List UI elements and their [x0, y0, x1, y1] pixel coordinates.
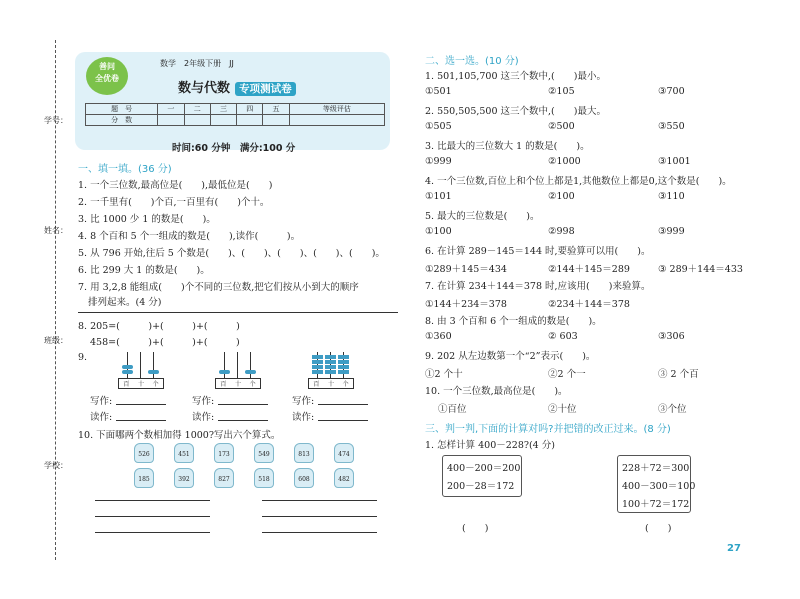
test-tag: 专项测试卷	[235, 82, 296, 96]
number-bag: 608	[294, 468, 314, 488]
answer-line[interactable]	[95, 516, 210, 517]
calc-line: 200－28＝172	[447, 481, 515, 492]
school-label: 学校：	[44, 461, 68, 470]
answer-line[interactable]	[78, 312, 398, 313]
judge-answer-a[interactable]: ( )	[462, 523, 489, 534]
option[interactable]: ①2 个十	[425, 369, 463, 380]
calc-line: 228＋72＝300	[622, 463, 690, 474]
write-label: 写作:	[90, 396, 113, 407]
question-1-4: 4. 8 个百和 5 个一组成的数是( ),读作( )。	[78, 231, 301, 242]
calc-line: 100＋72＝172	[622, 499, 690, 510]
option[interactable]: ②234＋144＝378	[548, 299, 630, 310]
section-2-title: 二、选一选。(10 分)	[425, 56, 519, 67]
number-bag: 813	[294, 443, 314, 463]
option[interactable]: ③1001	[658, 156, 691, 167]
option[interactable]: ①501	[425, 86, 452, 97]
abacus: 百 十 个	[305, 352, 355, 390]
question-1-8a: 8. 205=( )+( )+( )	[78, 321, 240, 332]
read-label: 读作:	[192, 412, 215, 423]
question-1-6: 6. 比 299 大 1 的数是( )。	[78, 265, 210, 276]
option[interactable]: ②十位	[548, 404, 577, 415]
write-line[interactable]	[116, 404, 166, 405]
read-line[interactable]	[218, 420, 268, 421]
option[interactable]: ②2 个一	[548, 369, 586, 380]
page-title: 数与代数	[178, 81, 231, 96]
choice-question: 9. 202 从左边数第一个“2”表示( )。	[425, 351, 596, 362]
section-3-title: 三、判一判,下面的计算对吗?并把错的改正过来。(8 分)	[425, 424, 671, 435]
name-label: 姓名：	[44, 226, 68, 235]
score-cell[interactable]	[237, 115, 263, 126]
option[interactable]: ①999	[425, 156, 452, 167]
score-header: 五	[263, 104, 289, 115]
time-line: 时间:60 分钟 满分:100 分	[172, 143, 296, 154]
write-label: 写作:	[192, 396, 215, 407]
read-line[interactable]	[116, 420, 166, 421]
number-bag: 451	[174, 443, 194, 463]
write-line[interactable]	[218, 404, 268, 405]
score-cell[interactable]	[184, 115, 210, 126]
answer-line[interactable]	[262, 516, 377, 517]
question-1-7-cont: 排列起来。(4 分)	[88, 297, 162, 308]
page-number: 27	[727, 543, 741, 554]
subject-line: 数学 2年级下册 JJ	[160, 59, 234, 68]
brand-logo: 善问 全优卷	[86, 57, 128, 95]
choice-question: 4. 一个三位数,百位上和个位上都是1,其他数位上都是0,这个数是( )。	[425, 176, 732, 187]
score-cell[interactable]	[158, 115, 184, 126]
abacus: 百 十 个	[115, 352, 165, 390]
calc-box-a	[442, 455, 522, 497]
score-cell[interactable]	[263, 115, 289, 126]
option[interactable]: ③306	[658, 331, 685, 342]
write-line[interactable]	[318, 404, 368, 405]
score-header: 四	[237, 104, 263, 115]
option[interactable]: ③999	[658, 226, 685, 237]
option[interactable]: ③ 2 个百	[658, 369, 699, 380]
seat-label: 学号：	[44, 116, 68, 125]
option[interactable]: ①100	[425, 226, 452, 237]
write-label: 写作:	[292, 396, 315, 407]
number-bag: 392	[174, 468, 194, 488]
number-bag: 518	[254, 468, 274, 488]
answer-line[interactable]	[95, 500, 210, 501]
option[interactable]: ①144＋234＝378	[425, 299, 507, 310]
section-1-title: 一、填一填。(36 分)	[78, 164, 172, 175]
read-line[interactable]	[318, 420, 368, 421]
option[interactable]: ①百位	[438, 404, 467, 415]
option[interactable]: ③700	[658, 86, 685, 97]
option[interactable]: ③110	[658, 191, 685, 202]
answer-line[interactable]	[262, 532, 377, 533]
question-1-3: 3. 比 1000 少 1 的数是( )。	[78, 214, 216, 225]
choice-question: 6. 在计算 289－145＝144 时,要验算可以用( )。	[425, 246, 651, 257]
question-1-8b: 458=( )+( )+( )	[90, 337, 240, 348]
score-header: 题 号	[86, 104, 158, 115]
score-cell[interactable]	[210, 115, 236, 126]
answer-line[interactable]	[95, 532, 210, 533]
class-label: 班级：	[44, 336, 68, 345]
question-1-5: 5. 从 796 开始,往后 5 个数是( )、( )、( )、( )、( )。	[78, 248, 385, 259]
score-table	[85, 103, 385, 126]
abacus: 百 十 个	[212, 352, 262, 390]
option[interactable]: ①101	[425, 191, 452, 202]
number-bag: 526	[134, 443, 154, 463]
title-row	[178, 77, 296, 96]
number-bag: 474	[334, 443, 354, 463]
choice-question: 8. 由 3 个百和 6 个一组成的数是( )。	[425, 316, 602, 327]
option[interactable]: ②1000	[548, 156, 581, 167]
number-bag: 549	[254, 443, 274, 463]
option[interactable]: ①289＋145＝434	[425, 264, 507, 275]
option[interactable]: ③550	[658, 121, 685, 132]
question-1-2: 2. 一千里有( )个百,一百里有( )个十。	[78, 197, 270, 208]
answer-line[interactable]	[262, 500, 377, 501]
judge-question-1: 1. 怎样计算 400－228?(4 分)	[425, 440, 555, 451]
calc-box-b	[617, 455, 696, 513]
number-bag: 185	[134, 468, 154, 488]
choice-question: 1. 501,105,700 这三个数中,( )最小。	[425, 71, 606, 82]
question-1-9: 9.	[78, 352, 88, 363]
read-label: 读作:	[292, 412, 315, 423]
choice-question: 10. 一个三位数,最高位是( )。	[425, 386, 568, 397]
score-header: 一	[158, 104, 184, 115]
option[interactable]: ①360	[425, 331, 452, 342]
question-1-1: 1. 一个三位数,最高位是( ),最低位是( )	[78, 180, 273, 191]
calc-line: 400－200＝200	[447, 463, 521, 474]
score-row-label: 分 数	[86, 115, 158, 126]
option[interactable]: ①505	[425, 121, 452, 132]
number-bag: 482	[334, 468, 354, 488]
score-header: 等级评估	[289, 104, 384, 115]
calc-line: 400－300＝100	[622, 481, 696, 492]
score-header: 三	[210, 104, 236, 115]
number-bag: 173	[214, 443, 234, 463]
question-1-7: 7. 用 3,2,8 能组成( )个不同的三位数,把它们按从小到大的顺序	[78, 282, 359, 293]
option[interactable]: ③个位	[658, 404, 687, 415]
number-bag: 827	[214, 468, 234, 488]
judge-answer-b[interactable]: ( )	[645, 523, 672, 534]
option[interactable]: ③ 289＋144＝433	[658, 264, 743, 275]
option[interactable]: ②100	[548, 191, 575, 202]
question-1-10: 10. 下面哪两个数相加得 1000?写出六个算式。	[78, 430, 281, 441]
choice-question: 3. 比最大的三位数大 1 的数是( )。	[425, 141, 590, 152]
read-label: 读作:	[90, 412, 113, 423]
score-cell[interactable]	[289, 115, 384, 126]
option[interactable]: ②105	[548, 86, 575, 97]
option[interactable]: ②500	[548, 121, 575, 132]
option[interactable]: ②144＋145＝289	[548, 264, 630, 275]
choice-question: 5. 最大的三位数是( )。	[425, 211, 540, 222]
choice-question: 2. 550,505,500 这三个数中,( )最大。	[425, 106, 606, 117]
choice-question: 7. 在计算 234＋144＝378 时,应该用( )来验算。	[425, 281, 651, 292]
score-header: 二	[184, 104, 210, 115]
option[interactable]: ②998	[548, 226, 575, 237]
option[interactable]: ② 603	[548, 331, 578, 342]
